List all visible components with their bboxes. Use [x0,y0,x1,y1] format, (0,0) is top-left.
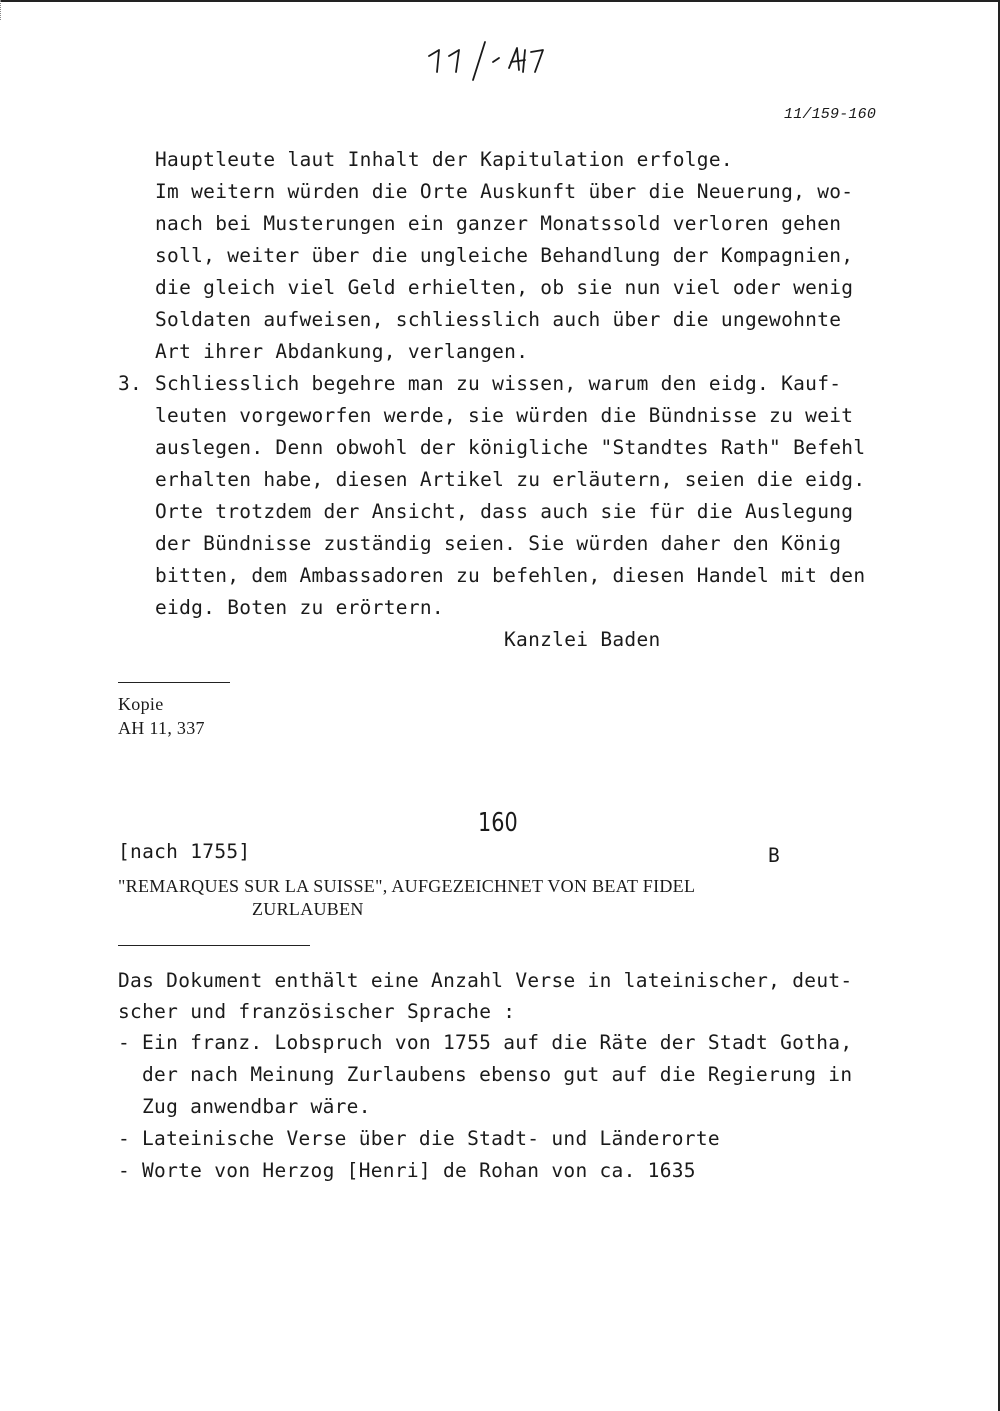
bullet-marker: - [118,1127,131,1150]
text-line: leuten vorgeworfen werde, sie würden die Bündnisse zu weit [155,404,854,427]
handwritten-archive-mark [425,38,585,82]
text-line: soll, weiter über die ungleiche Behandlung der Kompagnien, [155,244,854,267]
text-line: die gleich viel Geld erhielten, ob sie nun viel oder wenig [155,276,854,299]
bullet-marker: - [118,1159,131,1182]
text-line: scher und französischer Sprache : [118,1000,516,1023]
scan-speckle [0,0,9,20]
text-line: der Bündnisse zuständig seien. Sie würden daher den König [155,532,842,555]
source-note-line: AH 11, 337 [118,718,205,738]
entry-title: "REMARQUES SUR LA SUISSE", AUFGEZEICHNET VON BEAT FIDEL [118,876,696,896]
text-line: Worte von Herzog [Henri] de Rohan von ca. 1635 [142,1159,696,1182]
signature: Kanzlei Baden [504,628,661,651]
text-line: nach bei Musterungen ein ganzer Monatssold verloren gehen [155,212,842,235]
footnote-rule [118,682,230,683]
text-line: Das Dokument enthält eine Anzahl Verse in lateinischer, deut- [118,969,853,992]
text-line: Hauptleute laut Inhalt der Kapitulation erfolge. [155,148,733,171]
page-reference: 11/159-160 [784,106,877,123]
text-line: Orte trotzdem der Ansicht, dass auch sie für die Auslegung [155,500,854,523]
list-number: 3. [118,372,143,395]
text-line: Im weitern würden die Orte Auskunft über die Neuerung, wo- [155,180,854,203]
text-line: Zug anwendbar wäre. [142,1095,371,1118]
text-line: Art ihrer Abdankung, verlangen. [155,340,529,363]
text-line: bitten, dem Ambassadoren zu befehlen, diesen Handel mit den [155,564,866,587]
entry-type-code: B [768,844,781,867]
text-line: erhalten habe, diesen Artikel zu erläutern, seien die eidg. [155,468,866,491]
text-line: Lateinische Verse über die Stadt- und Länderorte [142,1127,720,1150]
scan-border-top [0,0,1000,2]
text-line: Ein franz. Lobspruch von 1755 auf die Räte der Stadt Gotha, [142,1031,853,1054]
text-line: Schliesslich begehre man zu wissen, warum den eidg. Kauf- [155,372,842,395]
text-line: Soldaten aufweisen, schliesslich auch über die ungewohnte [155,308,842,331]
document-number: 160 [478,808,518,838]
entry-title: ZURLAUBEN [252,899,364,919]
bullet-marker: - [118,1031,131,1054]
section-rule [118,945,310,946]
text-line: eidg. Boten zu erörtern. [155,596,444,619]
entry-date: [nach 1755] [118,840,251,863]
source-note-line: Kopie [118,694,164,714]
text-line: der nach Meinung Zurlaubens ebenso gut auf die Regierung in [142,1063,853,1086]
text-line: auslegen. Denn obwohl der königliche "Standtes Rath" Befehl [155,436,866,459]
